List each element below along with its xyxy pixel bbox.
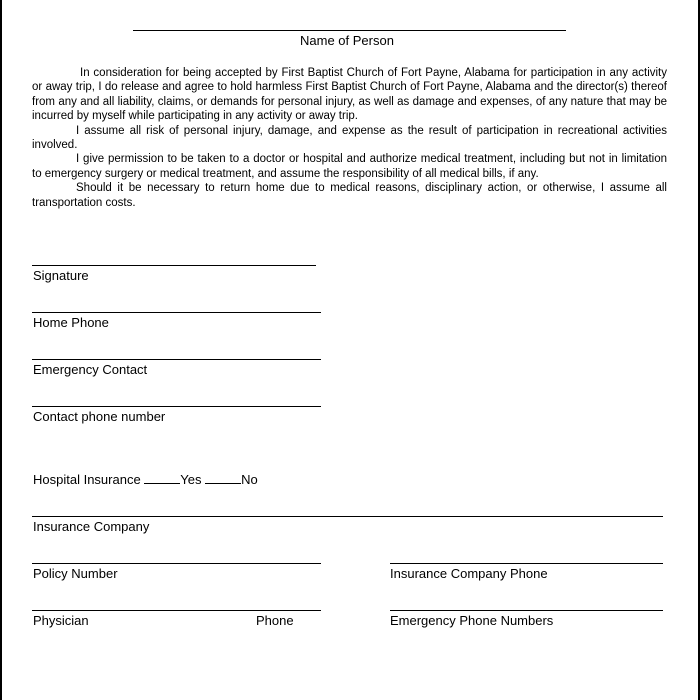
emergency-contact-label: Emergency Contact: [33, 362, 148, 377]
insurance-company-phone-line[interactable]: [390, 563, 663, 564]
physician-label: Physician: [33, 613, 89, 628]
name-of-person-label: Name of Person: [300, 33, 394, 48]
yes-label: Yes: [180, 472, 202, 487]
no-label: No: [241, 472, 258, 487]
physician-line[interactable]: [32, 610, 321, 611]
release-text: [32, 66, 667, 210]
insurance-company-label: Insurance Company: [33, 519, 150, 534]
insurance-company-phone-label: Insurance Company Phone: [390, 566, 548, 581]
policy-number-line[interactable]: [32, 563, 321, 564]
contact-phone-label: Contact phone number: [33, 409, 166, 424]
paragraph-medical-permission: I give permission to be taken to a doctor or hospital and authorize medical treatment, including but not in limitation to emergency surgery or medical treatment, and assume the responsibility of all medical bills, if any.: [32, 153, 667, 180]
home-phone-line[interactable]: [32, 312, 321, 313]
signature-line[interactable]: [32, 265, 316, 266]
insurance-company-line[interactable]: [32, 516, 663, 517]
physician-phone-label: Phone: [256, 613, 294, 628]
emergency-phone-numbers-label: Emergency Phone Numbers: [390, 613, 554, 628]
yes-blank[interactable]: [144, 472, 180, 484]
home-phone-label: Home Phone: [33, 315, 109, 330]
name-line[interactable]: [133, 30, 566, 31]
signature-label: Signature: [33, 268, 89, 283]
paragraph-assume-risk: I assume all risk of personal injury, damage, and expense as the result of participation in recreational activities involved.: [32, 124, 667, 152]
policy-number-label: Policy Number: [33, 566, 118, 581]
page-border-left: [0, 0, 2, 700]
emergency-phone-numbers-line[interactable]: [390, 610, 663, 611]
hospital-insurance-label: Hospital Insurance: [33, 472, 141, 487]
emergency-contact-line[interactable]: [32, 359, 321, 360]
paragraph-consideration: In consideration for being accepted by First Baptist Church of Fort Payne, Alabama for participation in any activity or away trip, I do release and agree to hold harmless First Baptist Church of Fort Payne, Alabama and the director(s) thereof from any and all liability, claims, or demands for personal injury, as well as damage and expenses, of any nature that may be incurred by myself while participating in any activity or away trip.: [32, 67, 667, 123]
hospital-insurance-row: [33, 472, 258, 487]
paragraph-transportation: Should it be necessary to return home due to medical reasons, disciplinary action, or otherwise, I assume all transportation costs.: [32, 182, 667, 209]
contact-phone-line[interactable]: [32, 406, 321, 407]
no-blank[interactable]: [205, 472, 241, 484]
